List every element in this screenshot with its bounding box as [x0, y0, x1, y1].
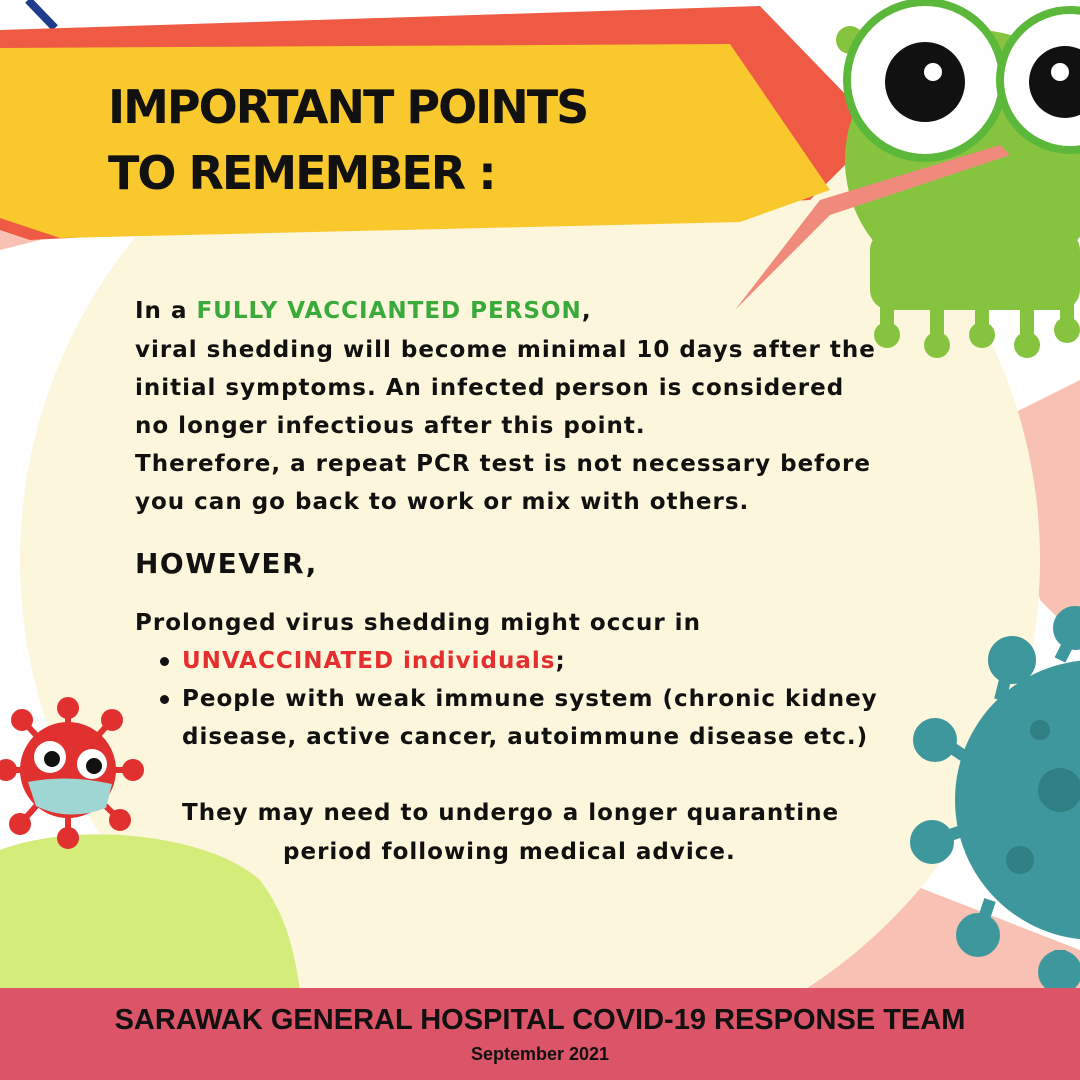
intro-prefix: In a [135, 298, 197, 324]
prolonged-line: Prolonged virus shedding might occur in [135, 610, 701, 636]
red-masked-virus-icon [0, 700, 141, 846]
bullet-item-unvaccinated [182, 650, 566, 673]
page-title-line-2: TO REMEMBER : [108, 146, 495, 200]
footer-organization: SARAWAK GENERAL HOSPITAL COVID-19 RESPONSE TEAM [114, 1004, 966, 1036]
intro-line [135, 300, 592, 323]
bullet1-suffix: ; [555, 648, 566, 674]
para1-line: viral shedding will become minimal 10 days after the [135, 337, 876, 363]
however-heading: HOWEVER, [135, 547, 318, 580]
footer-date: September 2021 [470, 1044, 610, 1064]
bullet1-highlight: UNVACCINATED individuals [182, 648, 556, 674]
para1-line: you can go back to work or mix with others. [135, 489, 750, 515]
banner-yellow [0, 44, 830, 238]
page-title-line-1: IMPORTANT POINTS [108, 80, 588, 134]
bullet-dot [160, 695, 169, 704]
bullet-item-weak-immune-line-2: disease, active cancer, autoimmune disease etc.) [182, 724, 869, 750]
intro-highlight: FULLY VACCIANTED PERSON [196, 298, 582, 324]
bullet-item-weak-immune-line-1: People with weak immune system (chronic kidney [182, 686, 878, 712]
para1-line: Therefore, a repeat PCR test is not necessary before [135, 451, 871, 477]
closing-line-2: period following medical advice. [283, 839, 736, 865]
bullet-dot [160, 657, 169, 666]
intro-suffix: , [581, 298, 592, 324]
corner-stroke [28, 0, 55, 28]
para1-line: initial symptoms. An infected person is considered [135, 375, 845, 401]
closing-line-1: They may need to undergo a longer quarantine [182, 800, 840, 826]
para1-line: no longer infectious after this point. [135, 413, 646, 439]
